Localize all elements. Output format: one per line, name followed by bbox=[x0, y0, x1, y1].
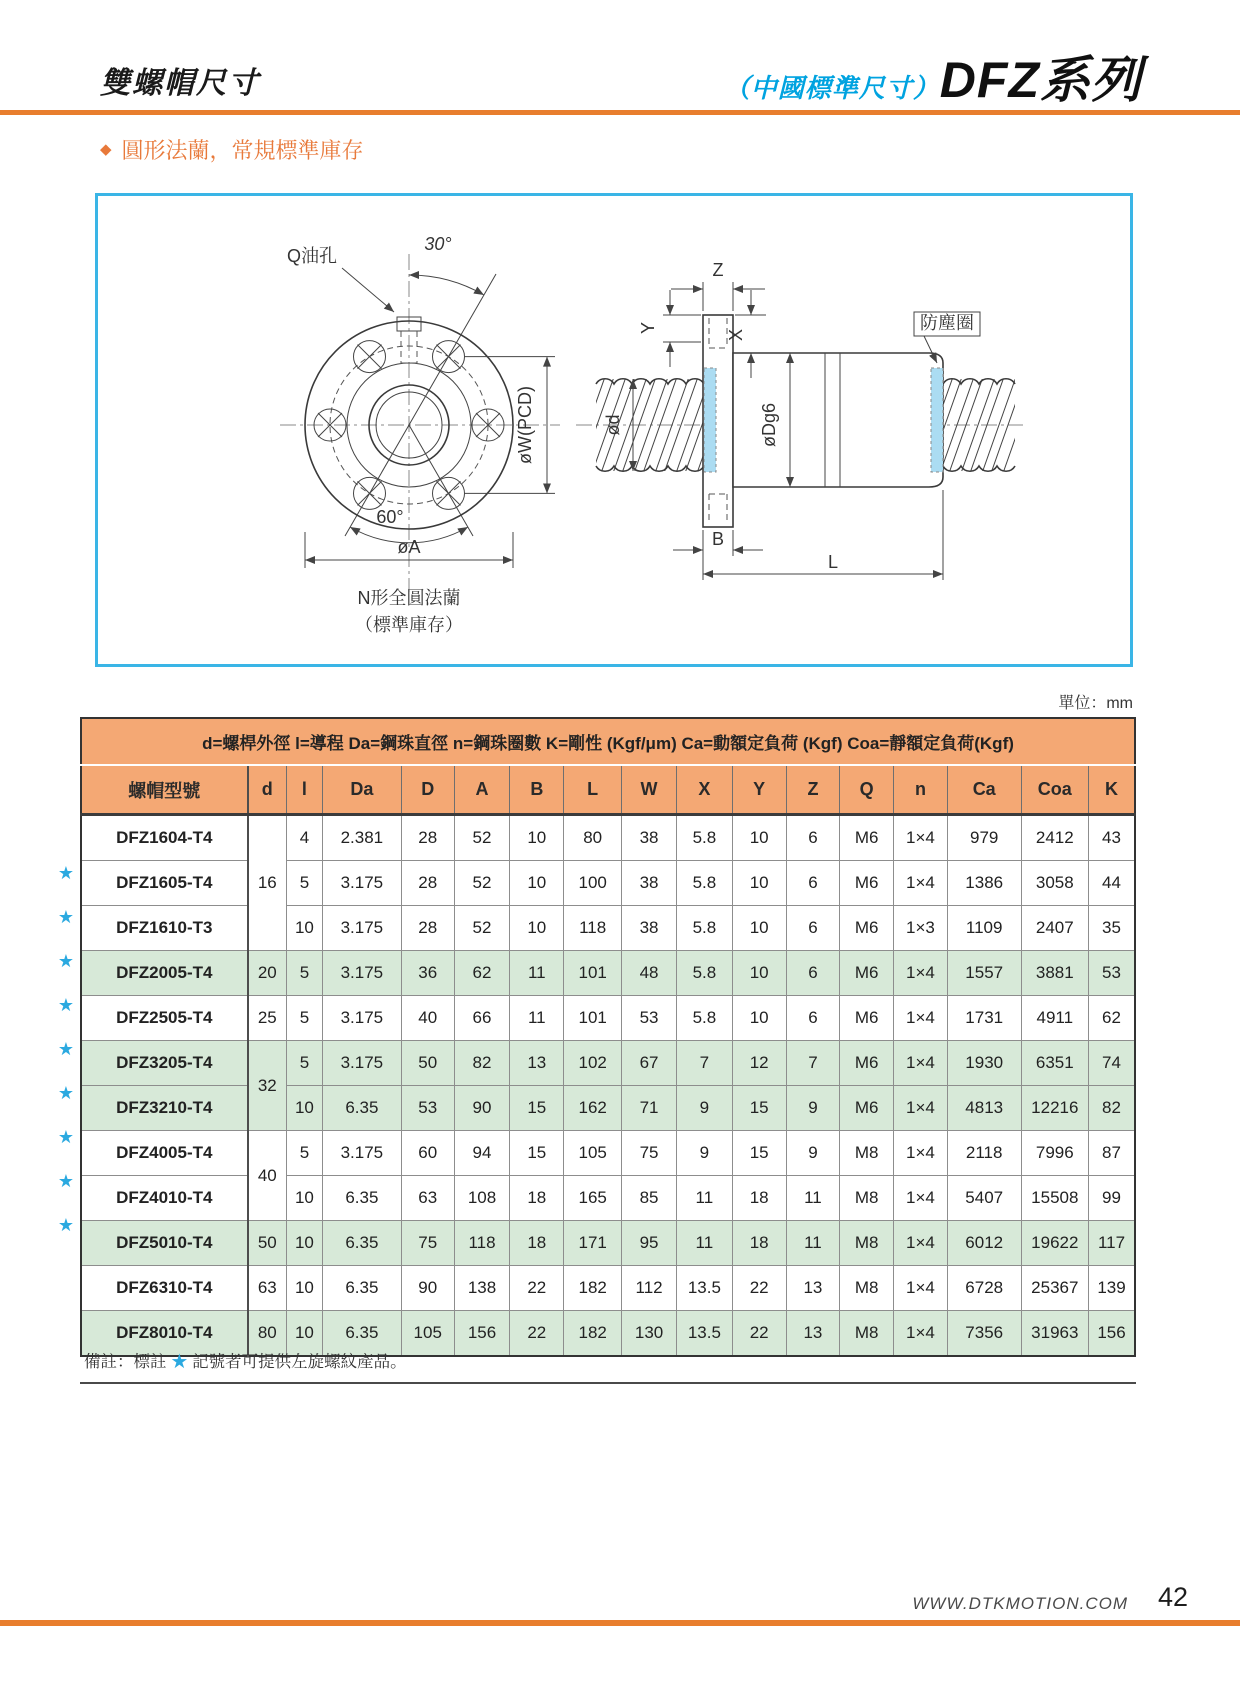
dim-label-y: Y bbox=[638, 321, 658, 335]
table-row bbox=[81, 1221, 1135, 1266]
K-cell: 82 bbox=[1089, 1086, 1135, 1131]
D-cell: 53 bbox=[401, 1086, 454, 1131]
W-cell: 95 bbox=[622, 1221, 677, 1266]
D-cell: 28 bbox=[401, 815, 454, 861]
model-cell: DFZ8010-T4 bbox=[81, 1311, 248, 1357]
L-cell: 182 bbox=[564, 1311, 622, 1357]
W-cell: 67 bbox=[622, 1041, 677, 1086]
col-Coa: Coa bbox=[1021, 765, 1088, 815]
Ca-cell: 1109 bbox=[947, 906, 1021, 951]
left-thread-star: ★ bbox=[57, 995, 75, 1015]
Z-cell: 6 bbox=[786, 861, 840, 906]
l-cell: 10 bbox=[287, 1311, 323, 1357]
Coa-cell: 15508 bbox=[1021, 1176, 1088, 1221]
dim-label-pcd: øW(PCD) bbox=[515, 386, 535, 464]
L-cell: 182 bbox=[564, 1266, 622, 1311]
n-cell: 1×3 bbox=[894, 906, 948, 951]
Z-cell: 6 bbox=[786, 951, 840, 996]
table-row bbox=[81, 1131, 1135, 1176]
Q-cell: M6 bbox=[840, 996, 894, 1041]
X-cell: 5.8 bbox=[676, 996, 732, 1041]
Ca-cell: 2118 bbox=[947, 1131, 1021, 1176]
col-Ca: Ca bbox=[947, 765, 1021, 815]
model-cell: DFZ4005-T4 bbox=[81, 1131, 248, 1176]
D-cell: 28 bbox=[401, 861, 454, 906]
series-heading bbox=[724, 40, 1142, 112]
K-cell: 43 bbox=[1089, 815, 1135, 861]
B-cell: 13 bbox=[510, 1041, 564, 1086]
L-cell: 102 bbox=[564, 1041, 622, 1086]
model-cell: DFZ1610-T3 bbox=[81, 906, 248, 951]
Ca-cell: 7356 bbox=[947, 1311, 1021, 1357]
dim-label-60deg: 60° bbox=[376, 507, 404, 527]
X-cell: 5.8 bbox=[676, 951, 732, 996]
B-cell: 10 bbox=[510, 861, 564, 906]
col-X: X bbox=[676, 765, 732, 815]
l-cell: 5 bbox=[287, 951, 323, 996]
col-Da: Da bbox=[322, 765, 401, 815]
left-thread-star: ★ bbox=[57, 1171, 75, 1191]
header-rule bbox=[0, 110, 1240, 115]
K-cell: 139 bbox=[1089, 1266, 1135, 1311]
Da-cell: 3.175 bbox=[322, 861, 401, 906]
bottom-divider bbox=[80, 1382, 1136, 1384]
col-B: B bbox=[510, 765, 564, 815]
star-icon: ★ bbox=[171, 1353, 188, 1371]
D-cell: 90 bbox=[401, 1266, 454, 1311]
A-cell: 52 bbox=[454, 906, 510, 951]
K-cell: 74 bbox=[1089, 1041, 1135, 1086]
X-cell: 9 bbox=[676, 1086, 732, 1131]
col-Y: Y bbox=[732, 765, 786, 815]
Q-cell: M6 bbox=[840, 1086, 894, 1131]
B-cell: 15 bbox=[510, 1086, 564, 1131]
X-cell: 5.8 bbox=[676, 861, 732, 906]
model-cell: DFZ3210-T4 bbox=[81, 1086, 248, 1131]
D-cell: 60 bbox=[401, 1131, 454, 1176]
A-cell: 118 bbox=[454, 1221, 510, 1266]
l-cell: 4 bbox=[287, 815, 323, 861]
d-cell: 80 bbox=[248, 1311, 287, 1357]
dim-label-shaft-dia: ød bbox=[603, 414, 623, 436]
front-view bbox=[280, 234, 560, 635]
Ca-cell: 1557 bbox=[947, 951, 1021, 996]
dust-seal-right bbox=[931, 368, 943, 472]
Da-cell: 3.175 bbox=[322, 906, 401, 951]
Da-cell: 3.175 bbox=[322, 951, 401, 996]
Da-cell: 6.35 bbox=[322, 1311, 401, 1357]
K-cell: 99 bbox=[1089, 1176, 1135, 1221]
Da-cell: 3.175 bbox=[322, 996, 401, 1041]
page-title: 雙螺帽尺寸 bbox=[100, 67, 260, 100]
A-cell: 52 bbox=[454, 815, 510, 861]
side-view bbox=[570, 260, 1038, 580]
l-cell: 10 bbox=[287, 1086, 323, 1131]
D-cell: 40 bbox=[401, 996, 454, 1041]
Y-cell: 12 bbox=[732, 1041, 786, 1086]
W-cell: 48 bbox=[622, 951, 677, 996]
L-cell: 171 bbox=[564, 1221, 622, 1266]
X-cell: 13.5 bbox=[676, 1266, 732, 1311]
W-cell: 85 bbox=[622, 1176, 677, 1221]
Coa-cell: 4911 bbox=[1021, 996, 1088, 1041]
B-cell: 18 bbox=[510, 1176, 564, 1221]
X-cell: 9 bbox=[676, 1131, 732, 1176]
Da-cell: 3.175 bbox=[322, 1041, 401, 1086]
technical-drawing bbox=[98, 196, 1130, 664]
W-cell: 112 bbox=[622, 1266, 677, 1311]
Y-cell: 10 bbox=[732, 815, 786, 861]
Coa-cell: 25367 bbox=[1021, 1266, 1088, 1311]
model-cell: DFZ5010-T4 bbox=[81, 1221, 248, 1266]
Da-cell: 6.35 bbox=[322, 1176, 401, 1221]
W-cell: 38 bbox=[622, 861, 677, 906]
Y-cell: 22 bbox=[732, 1266, 786, 1311]
K-cell: 44 bbox=[1089, 861, 1135, 906]
l-cell: 10 bbox=[287, 1266, 323, 1311]
L-cell: 100 bbox=[564, 861, 622, 906]
col-D: D bbox=[401, 765, 454, 815]
X-cell: 7 bbox=[676, 1041, 732, 1086]
Da-cell: 6.35 bbox=[322, 1086, 401, 1131]
Da-cell: 3.175 bbox=[322, 1131, 401, 1176]
left-thread-star: ★ bbox=[57, 1083, 75, 1103]
B-cell: 22 bbox=[510, 1266, 564, 1311]
col-Q: Q bbox=[840, 765, 894, 815]
n-cell: 1×4 bbox=[894, 815, 948, 861]
L-cell: 162 bbox=[564, 1086, 622, 1131]
Y-cell: 10 bbox=[732, 861, 786, 906]
Q-cell: M8 bbox=[840, 1176, 894, 1221]
Q-cell: M6 bbox=[840, 906, 894, 951]
model-cell: DFZ2005-T4 bbox=[81, 951, 248, 996]
B-cell: 11 bbox=[510, 951, 564, 996]
X-cell: 13.5 bbox=[676, 1311, 732, 1357]
K-cell: 62 bbox=[1089, 996, 1135, 1041]
Y-cell: 18 bbox=[732, 1221, 786, 1266]
n-cell: 1×4 bbox=[894, 1131, 948, 1176]
model-cell: DFZ4010-T4 bbox=[81, 1176, 248, 1221]
col-model: 螺帽型號 bbox=[81, 765, 248, 815]
col-n: n bbox=[894, 765, 948, 815]
dimension-table-wrap bbox=[57, 717, 1136, 1357]
Coa-cell: 3058 bbox=[1021, 861, 1088, 906]
front-view-caption2: （標準庫存） bbox=[355, 615, 463, 635]
model-cell: DFZ2505-T4 bbox=[81, 996, 248, 1041]
X-cell: 11 bbox=[676, 1221, 732, 1266]
table-row bbox=[81, 1266, 1135, 1311]
Coa-cell: 2412 bbox=[1021, 815, 1088, 861]
X-cell: 5.8 bbox=[676, 815, 732, 861]
l-cell: 10 bbox=[287, 1221, 323, 1266]
B-cell: 10 bbox=[510, 815, 564, 861]
n-cell: 1×4 bbox=[894, 1266, 948, 1311]
Q-cell: M8 bbox=[840, 1311, 894, 1357]
Q-cell: M8 bbox=[840, 1131, 894, 1176]
dust-seal-label: 防塵圈 bbox=[920, 313, 974, 333]
diamond-bullet-icon: ◆ bbox=[100, 141, 112, 158]
table-row bbox=[81, 1176, 1135, 1221]
Da-cell: 6.35 bbox=[322, 1221, 401, 1266]
K-cell: 156 bbox=[1089, 1311, 1135, 1357]
footnote-prefix: 備註：標註 bbox=[84, 1353, 172, 1371]
model-cell: DFZ1605-T4 bbox=[81, 861, 248, 906]
col-A: A bbox=[454, 765, 510, 815]
X-cell: 5.8 bbox=[676, 906, 732, 951]
B-cell: 18 bbox=[510, 1221, 564, 1266]
unit-label: 單位：mm bbox=[1058, 695, 1133, 712]
n-cell: 1×4 bbox=[894, 1311, 948, 1357]
l-cell: 5 bbox=[287, 1041, 323, 1086]
W-cell: 38 bbox=[622, 815, 677, 861]
A-cell: 108 bbox=[454, 1176, 510, 1221]
dim-label-x: X bbox=[726, 328, 746, 342]
Coa-cell: 31963 bbox=[1021, 1311, 1088, 1357]
n-cell: 1×4 bbox=[894, 861, 948, 906]
d-cell: 25 bbox=[248, 996, 287, 1041]
dim-label-nut-dia: øDg6 bbox=[759, 402, 779, 448]
D-cell: 105 bbox=[401, 1311, 454, 1357]
col-Z: Z bbox=[786, 765, 840, 815]
B-cell: 11 bbox=[510, 996, 564, 1041]
B-cell: 15 bbox=[510, 1131, 564, 1176]
Y-cell: 18 bbox=[732, 1176, 786, 1221]
table-row bbox=[81, 861, 1135, 906]
L-cell: 101 bbox=[564, 951, 622, 996]
n-cell: 1×4 bbox=[894, 1176, 948, 1221]
section-title-text: 圓形法蘭，常規標準庫存 bbox=[121, 138, 364, 163]
Ca-cell: 6728 bbox=[947, 1266, 1021, 1311]
n-cell: 1×4 bbox=[894, 1221, 948, 1266]
l-cell: 5 bbox=[287, 1131, 323, 1176]
D-cell: 63 bbox=[401, 1176, 454, 1221]
Z-cell: 11 bbox=[786, 1221, 840, 1266]
dim-label-b: B bbox=[711, 529, 725, 549]
Coa-cell: 2407 bbox=[1021, 906, 1088, 951]
table-row bbox=[81, 996, 1135, 1041]
Z-cell: 9 bbox=[786, 1131, 840, 1176]
X-cell: 11 bbox=[676, 1176, 732, 1221]
K-cell: 117 bbox=[1089, 1221, 1135, 1266]
d-cell: 40 bbox=[248, 1131, 287, 1221]
K-cell: 87 bbox=[1089, 1131, 1135, 1176]
Z-cell: 7 bbox=[786, 1041, 840, 1086]
l-cell: 5 bbox=[287, 861, 323, 906]
W-cell: 130 bbox=[622, 1311, 677, 1357]
dim-label-30deg: 30° bbox=[424, 234, 452, 254]
Ca-cell: 4813 bbox=[947, 1086, 1021, 1131]
Q-cell: M6 bbox=[840, 951, 894, 996]
footnote bbox=[84, 1348, 407, 1372]
D-cell: 50 bbox=[401, 1041, 454, 1086]
Y-cell: 15 bbox=[732, 1086, 786, 1131]
d-cell: 50 bbox=[248, 1221, 287, 1266]
K-cell: 53 bbox=[1089, 951, 1135, 996]
column-header-row bbox=[81, 765, 1135, 815]
left-thread-star: ★ bbox=[57, 951, 75, 971]
W-cell: 71 bbox=[622, 1086, 677, 1131]
W-cell: 53 bbox=[622, 996, 677, 1041]
model-cell: DFZ6310-T4 bbox=[81, 1266, 248, 1311]
D-cell: 36 bbox=[401, 951, 454, 996]
L-cell: 165 bbox=[564, 1176, 622, 1221]
n-cell: 1×4 bbox=[894, 1041, 948, 1086]
L-cell: 101 bbox=[564, 996, 622, 1041]
A-cell: 138 bbox=[454, 1266, 510, 1311]
Ca-cell: 1731 bbox=[947, 996, 1021, 1041]
A-cell: 94 bbox=[454, 1131, 510, 1176]
A-cell: 82 bbox=[454, 1041, 510, 1086]
L-cell: 118 bbox=[564, 906, 622, 951]
A-cell: 52 bbox=[454, 861, 510, 906]
oil-hole-label: Q油孔 bbox=[286, 246, 338, 266]
dust-seal-left bbox=[704, 368, 716, 472]
Q-cell: M6 bbox=[840, 815, 894, 861]
table-row bbox=[81, 906, 1135, 951]
Z-cell: 13 bbox=[786, 1311, 840, 1357]
left-thread-star: ★ bbox=[57, 907, 75, 927]
d-cell: 20 bbox=[248, 951, 287, 996]
Z-cell: 11 bbox=[786, 1176, 840, 1221]
left-thread-star: ★ bbox=[57, 1039, 75, 1059]
D-cell: 75 bbox=[401, 1221, 454, 1266]
model-cell: DFZ1604-T4 bbox=[81, 815, 248, 861]
Z-cell: 6 bbox=[786, 906, 840, 951]
page-number: 42 bbox=[1157, 1582, 1188, 1612]
Y-cell: 22 bbox=[732, 1311, 786, 1357]
Q-cell: M8 bbox=[840, 1266, 894, 1311]
dim-label-z: Z bbox=[712, 260, 724, 280]
left-thread-star: ★ bbox=[57, 1127, 75, 1147]
Coa-cell: 7996 bbox=[1021, 1131, 1088, 1176]
section-title bbox=[100, 134, 364, 165]
dim-label-outer-dia: øA bbox=[397, 537, 421, 557]
B-cell: 22 bbox=[510, 1311, 564, 1357]
l-cell: 10 bbox=[287, 1176, 323, 1221]
A-cell: 90 bbox=[454, 1086, 510, 1131]
Y-cell: 10 bbox=[732, 996, 786, 1041]
website-url: WWW.DTKMOTION.COM bbox=[912, 1594, 1128, 1613]
col-L: L bbox=[564, 765, 622, 815]
W-cell: 38 bbox=[622, 906, 677, 951]
legend-row bbox=[81, 718, 1135, 765]
Coa-cell: 6351 bbox=[1021, 1041, 1088, 1086]
Ca-cell: 5407 bbox=[947, 1176, 1021, 1221]
table-row bbox=[81, 815, 1135, 861]
technical-drawing-box bbox=[95, 193, 1133, 667]
left-thread-star: ★ bbox=[57, 863, 75, 883]
model-cell: DFZ3205-T4 bbox=[81, 1041, 248, 1086]
Q-cell: M6 bbox=[840, 861, 894, 906]
table-row bbox=[81, 1086, 1135, 1131]
L-cell: 105 bbox=[564, 1131, 622, 1176]
col-W: W bbox=[622, 765, 677, 815]
d-cell: 32 bbox=[248, 1041, 287, 1131]
Da-cell: 6.35 bbox=[322, 1266, 401, 1311]
Coa-cell: 19622 bbox=[1021, 1221, 1088, 1266]
Ca-cell: 1930 bbox=[947, 1041, 1021, 1086]
d-cell: 63 bbox=[248, 1266, 287, 1311]
table-row bbox=[81, 1041, 1135, 1086]
Q-cell: M6 bbox=[840, 1041, 894, 1086]
Ca-cell: 6012 bbox=[947, 1221, 1021, 1266]
W-cell: 75 bbox=[622, 1131, 677, 1176]
Y-cell: 10 bbox=[732, 906, 786, 951]
Da-cell: 2.381 bbox=[322, 815, 401, 861]
Ca-cell: 1386 bbox=[947, 861, 1021, 906]
A-cell: 62 bbox=[454, 951, 510, 996]
Coa-cell: 3881 bbox=[1021, 951, 1088, 996]
A-cell: 66 bbox=[454, 996, 510, 1041]
Ca-cell: 979 bbox=[947, 815, 1021, 861]
table-row bbox=[81, 951, 1135, 996]
l-cell: 10 bbox=[287, 906, 323, 951]
dim-label-l: L bbox=[827, 552, 839, 572]
col-l: l bbox=[287, 765, 323, 815]
Y-cell: 15 bbox=[732, 1131, 786, 1176]
l-cell: 5 bbox=[287, 996, 323, 1041]
K-cell: 35 bbox=[1089, 906, 1135, 951]
Y-cell: 10 bbox=[732, 951, 786, 996]
left-thread-star: ★ bbox=[57, 1215, 75, 1235]
footer-rule bbox=[0, 1620, 1240, 1626]
n-cell: 1×4 bbox=[894, 996, 948, 1041]
L-cell: 80 bbox=[564, 815, 622, 861]
series-name: DFZ系列 bbox=[939, 52, 1142, 108]
n-cell: 1×4 bbox=[894, 1086, 948, 1131]
B-cell: 10 bbox=[510, 906, 564, 951]
d-cell: 16 bbox=[248, 815, 287, 951]
Z-cell: 13 bbox=[786, 1266, 840, 1311]
series-subtitle: （中國標準尺寸） bbox=[723, 73, 940, 103]
col-K: K bbox=[1089, 765, 1135, 815]
D-cell: 28 bbox=[401, 906, 454, 951]
col-d: d bbox=[248, 765, 287, 815]
Z-cell: 6 bbox=[786, 815, 840, 861]
Z-cell: 9 bbox=[786, 1086, 840, 1131]
dimension-table bbox=[80, 717, 1136, 1357]
front-view-caption: N形全圓法蘭 bbox=[357, 588, 461, 608]
n-cell: 1×4 bbox=[894, 951, 948, 996]
Q-cell: M8 bbox=[840, 1221, 894, 1266]
Z-cell: 6 bbox=[786, 996, 840, 1041]
legend-text: d=螺桿外徑 l=導程 Da=鋼珠直徑 n=鋼珠圈數 K=剛性 (Kgf/μm) Ca=動額定負荷 (Kgf) Coa=靜額定負荷(Kgf) bbox=[81, 718, 1135, 765]
Coa-cell: 12216 bbox=[1021, 1086, 1088, 1131]
footnote-suffix: 記號者可提供左旋螺紋產品。 bbox=[187, 1353, 407, 1371]
A-cell: 156 bbox=[454, 1311, 510, 1357]
